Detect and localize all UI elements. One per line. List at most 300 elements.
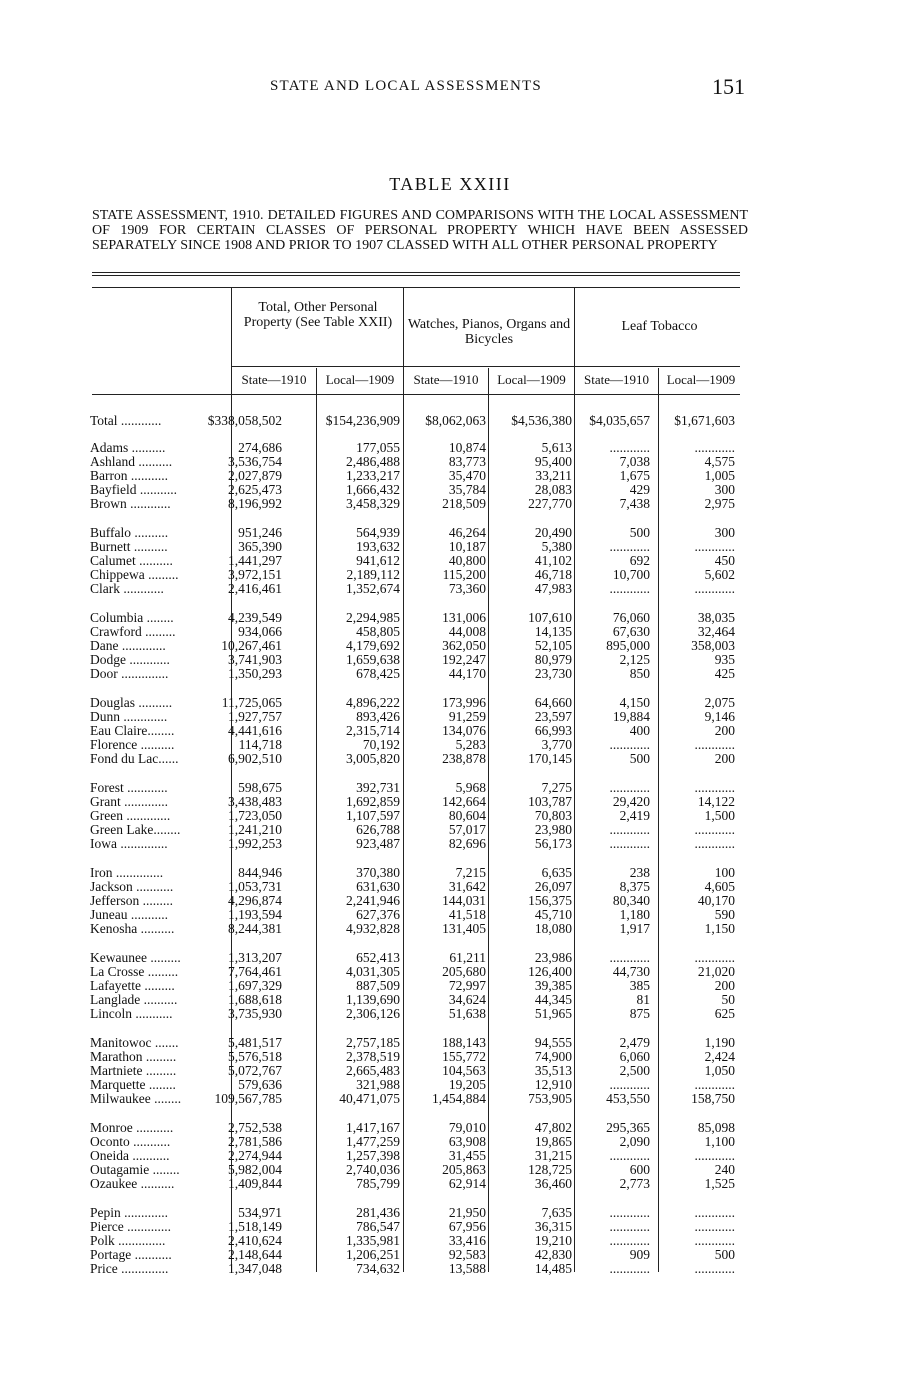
table-cell: 238 [629, 865, 650, 880]
table-cell: 1,053,731 [228, 879, 282, 894]
table-row [0, 1078, 900, 1092]
table-cell: ............ [609, 581, 650, 596]
table-cell: 6,635 [541, 865, 572, 880]
county-name: Langlade .......... [90, 993, 178, 1007]
table-cell: 365,390 [238, 539, 282, 554]
table-cell: 1,107,597 [346, 808, 400, 823]
table-cell: 4,605 [704, 879, 735, 894]
county-name: Jackson ........... [90, 880, 174, 894]
table-cell: 625 [714, 1006, 735, 1021]
table-cell: ............ [609, 539, 650, 554]
table-cell: 850 [629, 666, 650, 681]
table-cell: 38,035 [697, 610, 735, 625]
table-row [0, 441, 900, 455]
table-cell: 103,787 [528, 794, 572, 809]
table-cell: 5,576,518 [228, 1049, 282, 1064]
table-cell: 35,784 [448, 482, 486, 497]
table-cell: 240 [714, 1162, 735, 1177]
county-name: Portage ........... [90, 1248, 172, 1262]
table-cell: 19,865 [534, 1134, 572, 1149]
county-name: Marathon ......... [90, 1050, 177, 1064]
table-cell: $338,058,502 [207, 413, 282, 428]
table-cell: 80,979 [534, 652, 572, 667]
table-cell: 3,005,820 [346, 751, 400, 766]
table-row [0, 809, 900, 823]
table-cell: 935 [714, 652, 735, 667]
table-row [0, 469, 900, 483]
table-cell: ............ [694, 539, 735, 554]
table-cell: ............ [609, 440, 650, 455]
county-name: Adams .......... [90, 441, 166, 455]
table-cell: 362,050 [442, 638, 486, 653]
table-row [0, 993, 900, 1007]
table-row [0, 554, 900, 568]
table-cell: 33,211 [535, 468, 572, 483]
table-cell: 1,233,217 [346, 468, 400, 483]
table-row [0, 497, 900, 511]
table-cell: 598,675 [238, 780, 282, 795]
table-row [0, 880, 900, 894]
county-name: Douglas .......... [90, 696, 173, 710]
table-cell: 46,264 [448, 525, 486, 540]
county-name: Burnett .......... [90, 540, 168, 554]
table-cell: 2,424 [704, 1049, 735, 1064]
county-name: Milwaukee ........ [90, 1092, 182, 1106]
table-cell: 9,146 [704, 709, 735, 724]
table-cell: 50 [721, 992, 735, 1007]
table-cell: 300 [714, 482, 735, 497]
table-cell: 31,215 [534, 1148, 572, 1163]
table-cell: 5,481,517 [228, 1035, 282, 1050]
table-cell: 274,686 [238, 440, 282, 455]
table-cell: 46,718 [534, 567, 572, 582]
table-cell: ............ [609, 950, 650, 965]
table-cell: 1,417,167 [346, 1120, 400, 1135]
table-cell: 893,426 [356, 709, 400, 724]
table-cell: 44,730 [612, 964, 650, 979]
table-row [0, 922, 900, 936]
table-row [0, 894, 900, 908]
table-row [0, 625, 900, 639]
table-row [0, 526, 900, 540]
table-cell: 425 [714, 666, 735, 681]
table-cell: 10,187 [448, 539, 486, 554]
table-cell: 156,375 [528, 893, 572, 908]
table-cell: 1,206,251 [346, 1247, 400, 1262]
table-cell: 450 [714, 553, 735, 568]
table-cell: 627,376 [356, 907, 400, 922]
table-cell: 35,470 [448, 468, 486, 483]
table-cell: 300 [714, 525, 735, 540]
county-name: Florence .......... [90, 738, 175, 752]
county-name: Polk .............. [90, 1234, 166, 1248]
table-cell: ............ [694, 1077, 735, 1092]
table-row [0, 667, 900, 681]
table-cell: 1,190 [704, 1035, 735, 1050]
table-cell: 1,659,638 [346, 652, 400, 667]
table-cell: 13,588 [448, 1261, 486, 1276]
table-cell: 3,438,483 [228, 794, 282, 809]
table-cell: 887,509 [356, 978, 400, 993]
table-cell: 652,413 [356, 950, 400, 965]
table-cell: 115,200 [442, 567, 486, 582]
table-cell: $154,236,909 [325, 413, 400, 428]
table-cell: 76,060 [612, 610, 650, 625]
table-cell: ............ [609, 822, 650, 837]
table-cell: 4,239,549 [228, 610, 282, 625]
running-head-title: STATE AND LOCAL ASSESSMENTS [270, 78, 542, 94]
table-cell: 1,441,297 [228, 553, 282, 568]
table-cell: 1,100 [704, 1134, 735, 1149]
table-cell: 109,567,785 [214, 1091, 282, 1106]
table-cell: 8,196,992 [228, 496, 282, 511]
table-cell: 5,968 [455, 780, 486, 795]
table-cell: 21,020 [697, 964, 735, 979]
county-name: Monroe ........... [90, 1121, 174, 1135]
table-cell: 786,547 [356, 1219, 400, 1234]
table-cell: 1,241,210 [228, 822, 282, 837]
table-cell: 134,076 [442, 723, 486, 738]
table-cell: 36,460 [534, 1176, 572, 1191]
county-name: Pepin ............. [90, 1206, 169, 1220]
table-cell: 23,597 [534, 709, 572, 724]
table-cell: 173,996 [442, 695, 486, 710]
county-name: Oconto ........... [90, 1135, 171, 1149]
county-name: Eau Claire........ [90, 724, 175, 738]
table-cell: 23,980 [534, 822, 572, 837]
subheader-local-1909: Local—1909 [497, 372, 566, 387]
table-cell: 170,145 [528, 751, 572, 766]
table-cell: 205,680 [442, 964, 486, 979]
table-cell: 753,905 [528, 1091, 572, 1106]
table-cell: 392,731 [356, 780, 400, 795]
table-cell: 1,454,884 [432, 1091, 486, 1106]
table-cell: 10,874 [448, 440, 486, 455]
column-group-leaf-tobacco: Leaf Tobacco [621, 319, 698, 334]
table-cell: 23,730 [534, 666, 572, 681]
subheader-state-1910: State—1910 [413, 372, 479, 387]
table-cell: 107,610 [528, 610, 572, 625]
table-cell: 1,180 [619, 907, 650, 922]
table-row [0, 455, 900, 469]
table-cell: 188,143 [442, 1035, 486, 1050]
table-cell: 2,625,473 [228, 482, 282, 497]
county-name: Manitowoc ....... [90, 1036, 179, 1050]
table-cell: 40,800 [448, 553, 486, 568]
table-row [0, 1234, 900, 1248]
table-cell: 44,008 [448, 624, 486, 639]
table-cell: 18,080 [534, 921, 572, 936]
table-cell: $4,035,657 [589, 413, 650, 428]
county-name: Ashland .......... [90, 455, 173, 469]
subheader-state-1910: State—1910 [241, 372, 307, 387]
table-row [0, 1092, 900, 1106]
table-cell: 79,010 [448, 1120, 486, 1135]
table-cell: 5,380 [541, 539, 572, 554]
table-row [0, 752, 900, 766]
table-cell: 12,910 [534, 1077, 572, 1092]
table-cell: 47,983 [534, 581, 572, 596]
table-row [0, 1163, 900, 1177]
table-cell: 72,997 [448, 978, 486, 993]
table-caption: STATE ASSESSMENT, 1910. DETAILED FIGURES AND COMPARISONS WITH THE LOCAL ASSESSMENT OF 1909 FOR CERTAIN CLASSES OF PERSONAL PROPERTY WHICH HAVE BEEN ASSESSED SEPARATELY SINCE 1908 AND PRIOR TO 1907 CLASSED WITH ALL OTHER PERSONAL PROPERTY [92, 208, 748, 253]
table-cell: 42,830 [534, 1247, 572, 1262]
table-cell: 28,083 [534, 482, 572, 497]
table-cell: ............ [694, 950, 735, 965]
table-cell: 2,419 [619, 808, 650, 823]
table-cell: 62,914 [448, 1176, 486, 1191]
table-cell: 1,666,432 [346, 482, 400, 497]
table-row [0, 483, 900, 497]
table-cell: 1,350,293 [228, 666, 282, 681]
table-cell: 2,781,586 [228, 1134, 282, 1149]
column-head-bottom-rule [92, 394, 740, 395]
table-cell: 4,031,305 [346, 964, 400, 979]
county-name: Fond du Lac...... [90, 752, 179, 766]
table-cell: 895,000 [606, 638, 650, 653]
table-cell: 2,416,461 [228, 581, 282, 596]
table-cell: 1,500 [704, 808, 735, 823]
total-row [0, 414, 900, 428]
table-row [0, 1064, 900, 1078]
table-cell: 321,988 [356, 1077, 400, 1092]
table-cell: 2,500 [619, 1063, 650, 1078]
table-cell: ............ [694, 1205, 735, 1220]
table-cell: 429 [629, 482, 650, 497]
table-cell: ............ [609, 836, 650, 851]
county-name: Grant ............. [90, 795, 168, 809]
county-name: Brown ............ [90, 497, 171, 511]
county-name: La Crosse ......... [90, 965, 179, 979]
table-cell: ............ [694, 1233, 735, 1248]
top-rule-2 [92, 275, 740, 276]
table-row [0, 965, 900, 979]
subheader-state-1910: State—1910 [584, 372, 649, 387]
table-cell: 39,385 [534, 978, 572, 993]
table-cell: 56,173 [534, 836, 572, 851]
table-cell: 579,636 [238, 1077, 282, 1092]
table-cell: 500 [629, 751, 650, 766]
table-cell: 1,139,690 [346, 992, 400, 1007]
table-row [0, 696, 900, 710]
table-cell: 500 [714, 1247, 735, 1262]
table-cell: ............ [609, 780, 650, 795]
table-cell: 74,900 [534, 1049, 572, 1064]
table-cell: 4,441,616 [228, 723, 282, 738]
table-cell: 7,635 [541, 1205, 572, 1220]
column-group-other-personal: Total, Other Personal Property (See Table XXII) [243, 300, 393, 330]
table-cell: 10,267,461 [221, 638, 282, 653]
table-cell: 1,518,149 [228, 1219, 282, 1234]
table-cell: 83,773 [448, 454, 486, 469]
table-cell: 205,863 [442, 1162, 486, 1177]
table-cell: 934,066 [238, 624, 282, 639]
table-cell: 2,241,946 [346, 893, 400, 908]
table-cell: 358,003 [691, 638, 735, 653]
table-cell: 785,799 [356, 1176, 400, 1191]
table-cell: 95,400 [534, 454, 572, 469]
table-cell: 1,257,398 [346, 1148, 400, 1163]
table-cell: 35,513 [534, 1063, 572, 1078]
table-row [0, 568, 900, 582]
table-cell: 1,352,674 [346, 581, 400, 596]
table-row [0, 1149, 900, 1163]
table-cell: ............ [694, 737, 735, 752]
table-cell: 14,122 [697, 794, 735, 809]
table-cell: 923,487 [356, 836, 400, 851]
county-name: Iron .............. [90, 866, 164, 880]
table-cell: 31,642 [448, 879, 486, 894]
table-cell: 2,148,644 [228, 1247, 282, 1262]
table-row [0, 1177, 900, 1191]
table-cell: 218,509 [442, 496, 486, 511]
table-cell: 26,097 [534, 879, 572, 894]
table-cell: 81 [636, 992, 650, 1007]
table-cell: 600 [629, 1162, 650, 1177]
county-name: Barron ........... [90, 469, 168, 483]
table-cell: 5,602 [704, 567, 735, 582]
table-cell: 82,696 [448, 836, 486, 851]
table-cell: 6,060 [619, 1049, 650, 1064]
table-row [0, 837, 900, 851]
table-cell: 4,932,828 [346, 921, 400, 936]
table-cell: 4,896,222 [346, 695, 400, 710]
table-cell: ............ [694, 780, 735, 795]
table-cell: 626,788 [356, 822, 400, 837]
table-cell: 844,946 [238, 865, 282, 880]
table-cell: 2,665,483 [346, 1063, 400, 1078]
table-cell: 2,189,112 [346, 567, 400, 582]
table-cell: 192,247 [442, 652, 486, 667]
table-row [0, 724, 900, 738]
table-cell: 500 [629, 525, 650, 540]
county-name: Calumet .......... [90, 554, 173, 568]
county-name: Clark ............ [90, 582, 164, 596]
table-cell: 47,802 [534, 1120, 572, 1135]
table-cell: 11,725,065 [221, 695, 282, 710]
table-cell: 177,055 [356, 440, 400, 455]
table-cell: 3,536,754 [228, 454, 282, 469]
table-row [0, 1007, 900, 1021]
table-cell: 2,752,538 [228, 1120, 282, 1135]
county-name: Ozaukee .......... [90, 1177, 175, 1191]
table-cell: 8,244,381 [228, 921, 282, 936]
table-cell: 7,038 [619, 454, 650, 469]
table-cell: 144,031 [442, 893, 486, 908]
county-name: Green ............. [90, 809, 171, 823]
subheader-rule [232, 366, 740, 367]
table-cell: 34,624 [448, 992, 486, 1007]
table-cell: 33,416 [448, 1233, 486, 1248]
table-cell: 2,274,944 [228, 1148, 282, 1163]
county-name: Crawford ......... [90, 625, 176, 639]
table-cell: ............ [694, 836, 735, 851]
table-cell: 7,275 [541, 780, 572, 795]
table-cell: 875 [629, 1006, 650, 1021]
table-cell: 10,700 [612, 567, 650, 582]
table-cell: 295,365 [606, 1120, 650, 1135]
table-cell: 4,150 [619, 695, 650, 710]
table-cell: 64,660 [534, 695, 572, 710]
table-cell: 1,050 [704, 1063, 735, 1078]
table-cell: 158,750 [691, 1091, 735, 1106]
table-cell: 100 [714, 865, 735, 880]
table-cell: 4,179,692 [346, 638, 400, 653]
county-name: Outagamie ........ [90, 1163, 180, 1177]
table-cell: 2,773 [619, 1176, 650, 1191]
table-cell: 7,215 [455, 865, 486, 880]
table-cell: 44,345 [534, 992, 572, 1007]
table-cell: 200 [714, 723, 735, 738]
table-cell: 70,192 [362, 737, 400, 752]
county-name: Columbia ........ [90, 611, 174, 625]
county-name: Juneau ........... [90, 908, 168, 922]
table-title: TABLE XXIII [389, 174, 511, 194]
table-cell: 51,965 [534, 1006, 572, 1021]
table-cell: 31,455 [448, 1148, 486, 1163]
table-cell: 142,664 [442, 794, 486, 809]
table-row [0, 1248, 900, 1262]
table-cell: ............ [609, 1261, 650, 1276]
table-cell: 200 [714, 978, 735, 993]
table-cell: ............ [694, 1219, 735, 1234]
table-cell: 41,102 [534, 553, 572, 568]
county-name: Dodge ............ [90, 653, 170, 667]
county-name: Kewaunee ......... [90, 951, 181, 965]
table-cell: 2,315,714 [346, 723, 400, 738]
table-cell: 2,410,624 [228, 1233, 282, 1248]
table-cell: 385 [629, 978, 650, 993]
table-cell: 1,927,757 [228, 709, 282, 724]
table-cell: ............ [694, 440, 735, 455]
table-row [0, 1050, 900, 1064]
table-cell: 1,005 [704, 468, 735, 483]
table-cell: 3,458,329 [346, 496, 400, 511]
table-cell: 41,518 [448, 907, 486, 922]
table-cell: ............ [609, 1077, 650, 1092]
table-row [0, 1036, 900, 1050]
table-cell: 909 [629, 1247, 650, 1262]
page-number: 151 [712, 74, 745, 99]
table-row [0, 1206, 900, 1220]
table-cell: 80,604 [448, 808, 486, 823]
table-cell: 1,992,253 [228, 836, 282, 851]
table-cell: $1,671,603 [674, 413, 735, 428]
table-row [0, 866, 900, 880]
table-cell: 14,485 [534, 1261, 572, 1276]
table-cell: 370,380 [356, 865, 400, 880]
table-cell: 4,296,874 [228, 893, 282, 908]
table-cell: 73,360 [448, 581, 486, 596]
table-cell: 1,150 [704, 921, 735, 936]
column-group-watches-pianos: Watches, Pianos, Organs and Bicycles [407, 317, 571, 347]
table-cell: 67,956 [448, 1219, 486, 1234]
table-cell: 1,917 [619, 921, 650, 936]
header-rule [92, 287, 740, 288]
table-cell: 590 [714, 907, 735, 922]
table-cell: 2,486,488 [346, 454, 400, 469]
county-name: Martniete ......... [90, 1064, 177, 1078]
table-cell: 678,425 [356, 666, 400, 681]
table-cell: 67,630 [612, 624, 650, 639]
table-cell: $4,536,380 [511, 413, 572, 428]
table-cell: ............ [609, 1148, 650, 1163]
table-cell: 238,878 [442, 751, 486, 766]
table-cell: 3,770 [541, 737, 572, 752]
table-cell: 131,405 [442, 921, 486, 936]
table-row [0, 908, 900, 922]
table-cell: 21,950 [448, 1205, 486, 1220]
